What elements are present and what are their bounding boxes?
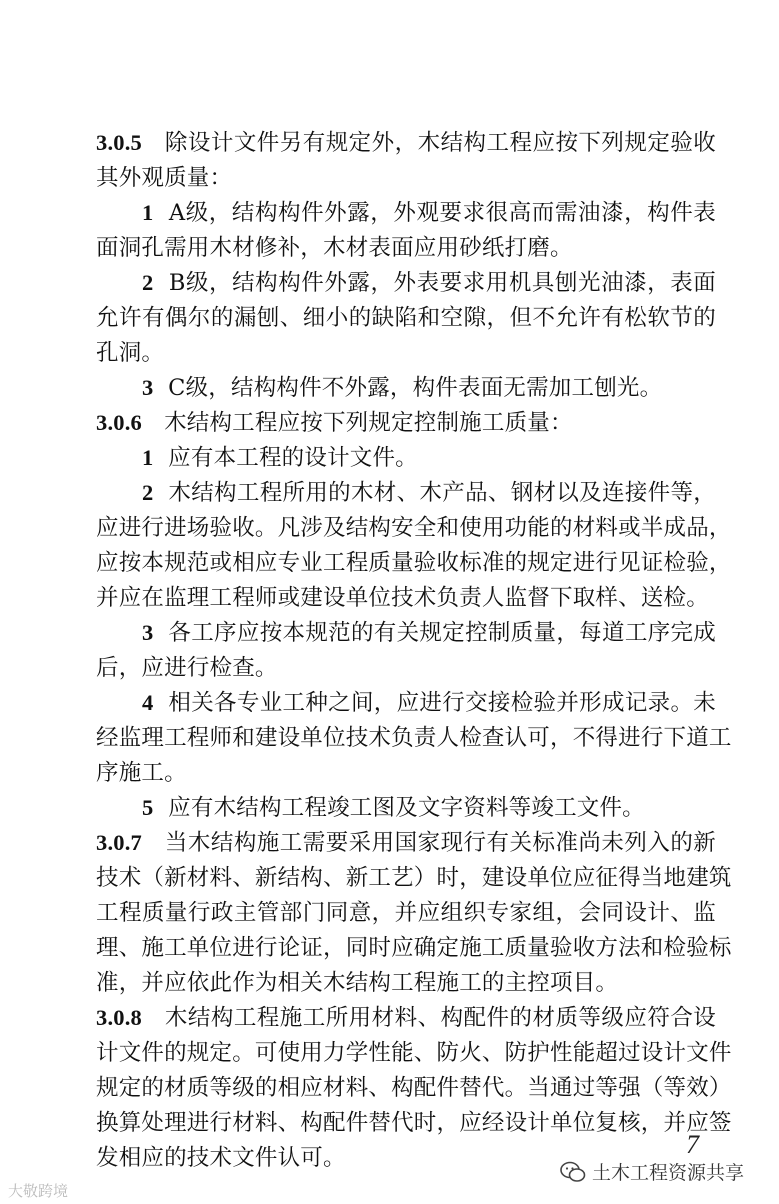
clause-line: 计文件的规定。可使用力学性能、防火、防护性能超过设计文件 [96, 1040, 732, 1066]
item-line: 1 A级，结构构件外露，外观要求很高而需油漆，构件表 [142, 200, 716, 226]
item-line: 允许有偶尔的漏刨、细小的缺陷和空隙，但不允许有松软节的 [96, 305, 716, 331]
item-line: 后，应进行检查。 [96, 655, 278, 681]
item-line: 3 各工序应按本规范的有关规定控制质量，每道工序完成 [142, 620, 716, 646]
clause-3-0-5-line-1: 3.0.5 除设计文件另有规定外，木结构工程应按下列规定验收 [96, 130, 716, 156]
item-line: 孔洞。 [96, 340, 165, 366]
item-line: 4 相关各专业工种之间，应进行交接检验并形成记录。未 [142, 690, 716, 716]
watermark-left: 大敬跨境 [8, 1182, 69, 1200]
clause-3-0-6-line-1: 3.0.6 木结构工程应按下列规定控制施工质量： [96, 410, 573, 436]
clause-3-0-8-line-1: 3.0.8 木结构工程施工所用材料、构配件的材质等级应符合设 [96, 1005, 716, 1031]
clause-line: 发相应的技术文件认可。 [96, 1145, 346, 1171]
clause-number: 3.0.5 [96, 130, 142, 155]
item-line: 1 应有本工程的设计文件。 [142, 445, 418, 471]
clause-line: 技术（新材料、新结构、新工艺）时，建设单位应征得当地建筑 [96, 865, 732, 891]
clause-number: 3.0.7 [96, 830, 142, 855]
item-line: 5 应有木结构工程竣工图及文字资料等竣工文件。 [142, 795, 645, 821]
item-line: 2 B级，结构构件外露，外表要求用机具刨光油漆，表面 [142, 270, 716, 296]
clause-line: 理、施工单位进行论证，同时应确定施工质量验收方法和检验标 [96, 935, 732, 961]
clause-3-0-5-line-2: 其外观质量： [96, 165, 233, 191]
clause-line: 换算处理进行材料、构配件替代时，应经设计单位复核，并应签 [96, 1110, 732, 1136]
clause-line: 准，并应依此作为相关木结构工程施工的主控项目。 [96, 970, 619, 996]
clause-number: 3.0.6 [96, 410, 142, 435]
item-line: 面洞孔需用木材修补，木材表面应用砂纸打磨。 [96, 235, 573, 261]
item-line: 经监理工程师和建设单位技术负责人检查认可，不得进行下道工 [96, 725, 732, 751]
item-line: 3 C级，结构构件不外露，构件表面无需加工刨光。 [142, 375, 663, 401]
clause-line: 规定的材质等级的相应材料、构配件替代。当通过等强（等效） [96, 1075, 732, 1101]
clause-number: 3.0.8 [96, 1005, 142, 1030]
item-line: 应按本规范或相应专业工程质量验收标准的规定进行见证检验， [96, 550, 732, 576]
page-number: 7 [686, 1130, 699, 1159]
item-line: 应进行进场验收。凡涉及结构安全和使用功能的材料或半成品， [96, 515, 732, 541]
watermark-right: 土木工程资源共享 [560, 1158, 744, 1185]
item-line: 2 木结构工程所用的木材、木产品、钢材以及连接件等， [142, 480, 716, 506]
item-line: 序施工。 [96, 760, 187, 786]
item-line: 并应在监理工程师或建设单位技术负责人监督下取样、送检。 [96, 585, 709, 611]
wechat-icon [560, 1161, 586, 1183]
clause-3-0-7-line-1: 3.0.7 当木结构施工需要采用国家现行有关标准尚未列入的新 [96, 830, 716, 856]
clause-line: 工程质量行政主管部门同意，并应组织专家组，会同设计、监 [96, 900, 716, 926]
